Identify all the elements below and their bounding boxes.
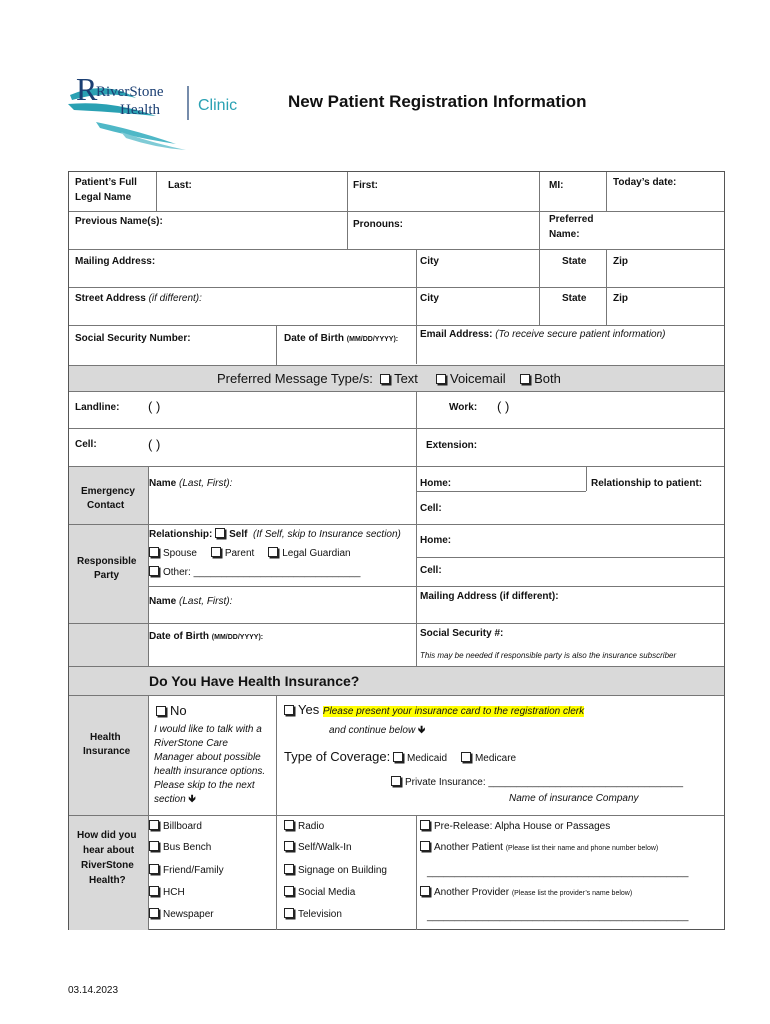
both-option: Both	[534, 371, 561, 386]
pronouns-label: Pronouns:	[353, 219, 403, 230]
emergency-label-1: Emergency	[81, 486, 135, 497]
responsible-other-row: Other: ______________________________	[149, 566, 360, 579]
another-patient-checkbox[interactable]	[420, 841, 430, 851]
self-walk-in-checkbox[interactable]	[284, 841, 294, 851]
self-checkbox[interactable]	[215, 528, 225, 538]
another-patient-line: _______________________________________________	[427, 867, 689, 878]
work-label: Work:	[449, 402, 478, 413]
social-media-checkbox[interactable]	[284, 886, 294, 896]
private-insurance-row: Private Insurance: ___________________________________	[391, 776, 683, 789]
mi-label: MI:	[549, 180, 564, 191]
insurance-label-2: Insurance	[83, 746, 131, 757]
state-label: State	[562, 256, 587, 267]
responsible-mailing-label: Mailing Address (if different):	[420, 591, 559, 602]
logo-sub: Clinic	[198, 97, 238, 114]
hear-social-media: Social Media	[284, 886, 355, 899]
text-option: Text	[394, 371, 418, 386]
hear-television: Television	[284, 908, 342, 921]
hear-another-patient: Another Patient (Please list their name and phone number below)	[420, 841, 658, 855]
ssn-label: Social Security Number:	[75, 333, 191, 344]
no-note-4: health insurance options.	[154, 766, 266, 777]
full-name-label: Patient’s Full	[75, 177, 137, 188]
responsible-cell-label: Cell:	[420, 565, 442, 576]
svg-text:R: R	[76, 71, 98, 107]
emergency-name-label: Name (Last, First):	[149, 478, 233, 489]
preferred-name-label-2: Name:	[549, 229, 580, 240]
full-name-label-2: Legal Name	[75, 192, 132, 203]
hear-billboard: Billboard	[149, 820, 202, 833]
no-note-2: RiverStone Care	[154, 738, 228, 749]
responsible-ssn-label: Social Security #:	[420, 628, 504, 639]
hear-hch: HCH	[149, 886, 185, 899]
responsible-label-2: Party	[94, 570, 120, 581]
work-area-code: ( )	[497, 399, 510, 414]
extension-label: Extension:	[426, 440, 478, 451]
responsible-dob-label: Date of Birth (MM/DD/YYYY):	[149, 631, 264, 642]
last-name-label: Last:	[168, 180, 192, 191]
medicaid-checkbox[interactable]	[393, 752, 403, 762]
billboard-checkbox[interactable]	[149, 820, 159, 830]
responsible-name-label: Name (Last, First):	[149, 596, 233, 607]
logo-name-2: Health	[120, 102, 160, 118]
hear-another-provider: Another Provider (Please list the provider’s name below)	[420, 886, 632, 900]
no-note-3: Manager about possible	[154, 752, 261, 763]
previous-names-label: Previous Name(s):	[75, 216, 163, 227]
coverage-row: Type of Coverage: Medicaid Medicare	[284, 749, 517, 764]
text-checkbox[interactable]	[380, 374, 390, 384]
hear-label-3: RiverStone	[81, 860, 134, 871]
other-checkbox[interactable]	[149, 566, 159, 576]
insurance-heading: Do You Have Health Insurance?	[149, 673, 360, 689]
preferred-name-label: Preferred	[549, 214, 594, 225]
voicemail-option: Voicemail	[449, 371, 506, 386]
medicare-checkbox[interactable]	[461, 752, 471, 762]
insurance-label-1: Health	[90, 732, 121, 743]
city-label-2: City	[420, 293, 439, 304]
street-address-label: Street Address (if different):	[75, 293, 202, 304]
todays-date-label: Today’s date:	[613, 177, 677, 188]
private-insurance-checkbox[interactable]	[391, 776, 401, 786]
landline-label: Landline:	[75, 402, 120, 413]
yes-checkbox[interactable]	[284, 705, 294, 715]
hear-signage: Signage on Building	[284, 864, 387, 877]
message-type-row	[217, 372, 561, 385]
cell-area-code: ( )	[148, 437, 161, 452]
hear-label-4: Health?	[89, 875, 126, 886]
mailing-address-label: Mailing Address:	[75, 256, 156, 267]
legal-guardian-checkbox[interactable]	[268, 547, 278, 557]
first-name-label: First:	[353, 180, 378, 191]
responsible-home-label: Home:	[420, 535, 452, 546]
emergency-home-label: Home:	[420, 478, 452, 489]
zip-label: Zip	[613, 256, 628, 267]
hear-label-1: How did you	[77, 830, 137, 841]
insurance-no-option: No	[156, 704, 187, 717]
yes-note-2: and continue below 🡻	[329, 725, 426, 736]
email-label: Email Address: (To receive secure patient information)	[420, 329, 666, 340]
responsible-options-row: Spouse Parent Legal Guardian	[149, 547, 351, 560]
responsible-relationship-row: Relationship: Self (If Self, skip to Insurance section)	[149, 529, 401, 540]
hear-bus-bench: Bus Bench	[149, 841, 211, 854]
no-checkbox[interactable]	[156, 706, 166, 716]
responsible-ssn-note: This may be needed if responsible party is also the insurance subscriber	[420, 651, 677, 660]
spouse-checkbox[interactable]	[149, 547, 159, 557]
yes-note: Please present your insurance card to the registration clerk	[322, 706, 585, 717]
message-type-label: Preferred Message Type/s:	[217, 371, 373, 386]
responsible-label-1: Responsible	[77, 556, 137, 567]
another-provider-line: _______________________________________________	[427, 911, 689, 922]
another-provider-checkbox[interactable]	[420, 886, 430, 896]
insurance-company-caption: Name of insurance Company	[509, 793, 639, 804]
hear-prerelease: Pre-Release: Alpha House or Passages	[420, 820, 610, 833]
television-checkbox[interactable]	[284, 908, 294, 918]
both-checkbox[interactable]	[520, 374, 530, 384]
no-note-1: I would like to talk with a	[154, 724, 262, 735]
no-note-5: Please skip to the next	[154, 780, 255, 791]
hear-label-2: hear about	[83, 845, 135, 856]
logo-name-1: RiverStone	[96, 84, 164, 100]
registration-form	[68, 171, 725, 930]
cell-label: Cell:	[75, 439, 97, 450]
signage-checkbox[interactable]	[284, 864, 294, 874]
emergency-label-2: Contact	[87, 500, 125, 511]
bus-bench-checkbox[interactable]	[149, 841, 159, 851]
dob-label: Date of Birth (MM/DD/YYYY):	[284, 333, 399, 344]
city-label: City	[420, 256, 439, 267]
state-label-2: State	[562, 293, 587, 304]
radio-checkbox[interactable]	[284, 820, 294, 830]
hear-newspaper: Newspaper	[149, 908, 214, 921]
prerelease-checkbox[interactable]	[420, 820, 430, 830]
hear-self-walk-in: Self/Walk-In	[284, 841, 352, 854]
parent-checkbox[interactable]	[211, 547, 221, 557]
no-note-6: section 🡻	[154, 794, 196, 805]
voicemail-checkbox[interactable]	[436, 374, 446, 384]
newspaper-checkbox[interactable]	[149, 908, 159, 918]
insurance-yes-option: Yes Please present your insurance card to the registration clerk	[284, 703, 584, 718]
page-title: New Patient Registration Information	[288, 92, 587, 111]
friend-family-checkbox[interactable]	[149, 864, 159, 874]
relationship-to-patient-label: Relationship to patient:	[591, 478, 703, 489]
hear-friend-family: Friend/Family	[149, 864, 224, 877]
form-date: 03.14.2023	[68, 985, 119, 996]
hch-checkbox[interactable]	[149, 886, 159, 896]
riverstone-logo	[66, 70, 256, 152]
hear-radio: Radio	[284, 820, 324, 833]
landline-area-code: ( )	[148, 399, 161, 414]
emergency-cell-label: Cell:	[420, 503, 442, 514]
zip-label-2: Zip	[613, 293, 628, 304]
